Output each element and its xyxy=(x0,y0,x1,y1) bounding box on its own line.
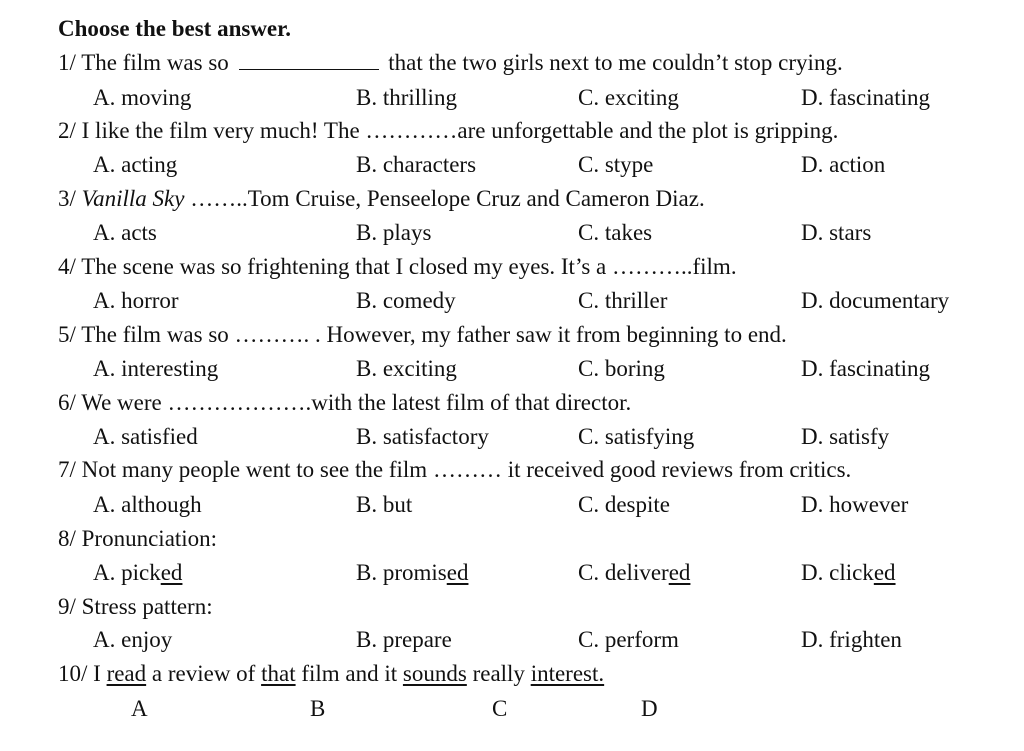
question-text: Not many people went to see the film ……… it received good reviews from critics. xyxy=(81,457,852,482)
worksheet-heading: Choose the best answer. xyxy=(58,16,291,41)
question-number: 3/ xyxy=(58,186,76,211)
choice-letter-c: C xyxy=(492,696,508,721)
choice-letter-d: D xyxy=(641,696,658,721)
sentence-part: really xyxy=(472,661,525,686)
option-a: A. interesting xyxy=(93,356,219,381)
question-1 xyxy=(58,48,843,78)
question-text: The film was so ………. . However, my father saw it from beginning to end. xyxy=(81,322,787,347)
option-b: B. satisfactory xyxy=(356,424,489,449)
option-b xyxy=(356,558,468,588)
question-text: ……..Tom Cruise, Penseelope Cruz and Cameron Diaz. xyxy=(190,186,705,211)
question-number: 5/ xyxy=(58,322,76,347)
choice-letter-b: B xyxy=(310,696,326,721)
option-d: D. satisfy xyxy=(801,424,890,449)
option-b: B. comedy xyxy=(356,288,456,313)
question-number: 4/ xyxy=(58,254,76,279)
option-a: A. satisfied xyxy=(93,424,198,449)
sentence-part: I xyxy=(93,661,101,686)
option-c xyxy=(578,558,690,588)
option-b: B. exciting xyxy=(356,356,457,381)
option-d: D. fascinating xyxy=(801,356,931,381)
underlined-word-b: that xyxy=(261,661,296,686)
option-b: B. but xyxy=(356,492,413,517)
underlined-word-d: interest. xyxy=(530,661,605,686)
option-b: B. plays xyxy=(356,220,432,245)
option-prefix: A. pick xyxy=(93,560,161,585)
question-8 xyxy=(58,524,217,554)
option-a: A. enjoy xyxy=(93,627,173,652)
sentence-part: a review of xyxy=(151,661,256,686)
option-c: C. boring xyxy=(578,356,665,381)
option-b: B. characters xyxy=(356,152,477,177)
option-b: B. prepare xyxy=(356,627,452,652)
question-6 xyxy=(58,388,631,418)
option-a: A. acting xyxy=(93,152,178,177)
option-c: C. stype xyxy=(578,152,654,177)
option-d: D. documentary xyxy=(801,288,950,313)
option-a: A. although xyxy=(93,492,202,517)
option-b: B. thrilling xyxy=(356,85,457,110)
underlined-word-c: sounds xyxy=(402,661,467,686)
underlined-ending: ed xyxy=(668,560,691,585)
question-7 xyxy=(58,455,851,485)
film-title: Vanilla Sky xyxy=(81,186,185,211)
question-text: The scene was so frightening that I closed my eyes. It’s a ………..film. xyxy=(81,254,737,279)
option-a: A. moving xyxy=(93,85,192,110)
underlined-ending: ed xyxy=(160,560,183,585)
question-number: 6/ xyxy=(58,390,76,415)
option-d: D. stars xyxy=(801,220,872,245)
option-c: C. satisfying xyxy=(578,424,695,449)
option-c: C. exciting xyxy=(578,85,679,110)
question-number: 7/ xyxy=(58,457,76,482)
option-d: D. however xyxy=(801,492,909,517)
question-5 xyxy=(58,320,787,350)
option-prefix: B. promis xyxy=(356,560,447,585)
sentence-part: film and it xyxy=(301,661,398,686)
option-prefix: C. deliver xyxy=(578,560,669,585)
question-text: Stress pattern: xyxy=(81,594,213,619)
option-a xyxy=(93,558,182,588)
option-c: C. despite xyxy=(578,492,670,517)
question-number: 1/ xyxy=(58,50,76,75)
option-d: D. frighten xyxy=(801,627,902,652)
option-d: D. action xyxy=(801,152,886,177)
question-10 xyxy=(58,659,604,689)
answer-blank xyxy=(239,49,379,70)
option-c: C. takes xyxy=(578,220,653,245)
question-9 xyxy=(58,592,213,622)
option-a: A. horror xyxy=(93,288,179,313)
question-text-after: that the two girls next to me couldn’t stop crying. xyxy=(388,50,843,75)
option-c: C. thriller xyxy=(578,288,668,313)
underlined-ending: ed xyxy=(446,560,469,585)
underlined-ending: ed xyxy=(873,560,896,585)
option-d xyxy=(801,558,896,588)
question-number: 9/ xyxy=(58,594,76,619)
question-2 xyxy=(58,116,838,146)
question-number: 2/ xyxy=(58,118,76,143)
question-text-before: The film was so xyxy=(81,50,229,75)
question-4 xyxy=(58,252,737,282)
choice-letter-a: A xyxy=(131,696,148,721)
question-text: We were ……………….with the latest film of that director. xyxy=(81,390,632,415)
option-c: C. perform xyxy=(578,627,679,652)
question-number: 10/ xyxy=(58,661,88,686)
question-number: 8/ xyxy=(58,526,76,551)
question-3 xyxy=(58,184,705,214)
option-d: D. fascinating xyxy=(801,85,931,110)
option-prefix: D. click xyxy=(801,560,874,585)
option-a: A. acts xyxy=(93,220,157,245)
question-text: I like the film very much! The …………are unforgettable and the plot is gripping. xyxy=(81,118,839,143)
underlined-word-a: read xyxy=(106,661,147,686)
question-text: Pronunciation: xyxy=(81,526,218,551)
